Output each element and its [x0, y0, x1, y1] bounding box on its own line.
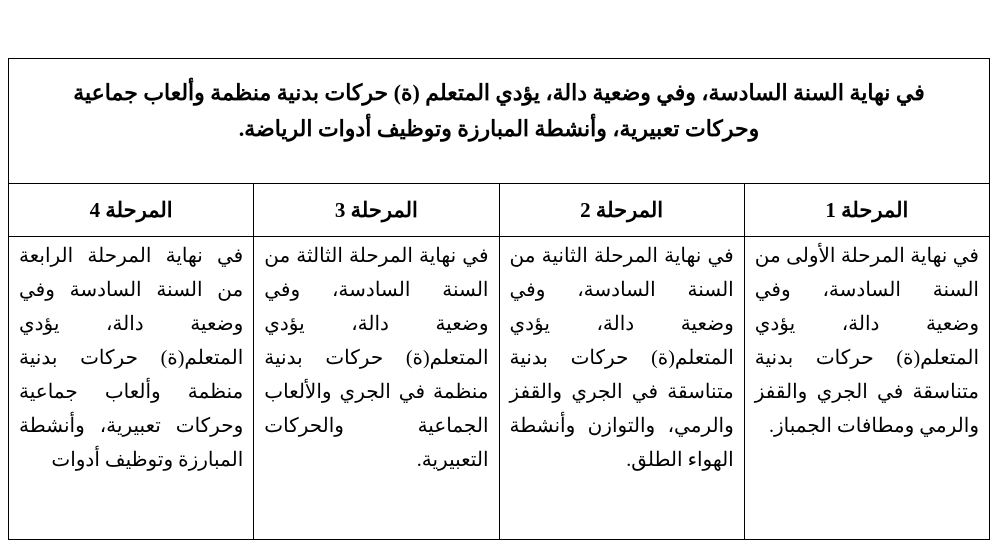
- stage-3-text: في نهاية المرحلة الثالثة من السنة السادسة، وفي وضعية دالة، يؤدي المتعلم(ة) حركات بدنية منظمة في الجري والألعاب الجماعية والحركات التعبيرية.: [264, 245, 489, 471]
- stage-2-title: المرحلة 2: [499, 184, 744, 237]
- final-competency-line-2: وحركات تعبيرية، وأنشطة المبارزة وتوظيف أدوات الرياضة.: [238, 116, 760, 141]
- stage-titles-row: [9, 184, 990, 237]
- stage-3-text-cell: [254, 237, 499, 540]
- stage-1-text-cell: [744, 237, 989, 540]
- stage-4-text: في نهاية المرحلة الرابعة من السنة السادسة وفي وضعية دالة، يؤدي المتعلم(ة) حركات بدنية منظمة وألعاب جماعية وحركات تعبيرية، وأنشطة المبارزة وتوظيف أدوات: [19, 245, 244, 471]
- stage-2-text-cell: [499, 237, 744, 540]
- stage-4-title: المرحلة 4: [9, 184, 254, 237]
- competency-table: [8, 58, 990, 540]
- stage-texts-row: [9, 237, 990, 540]
- stage-2-text: في نهاية المرحلة الثانية من السنة السادسة، وفي وضعية دالة، يؤدي المتعلم(ة) حركات بدنية متناسقة في الجري والقفز والرمي، والتوازن وأنشطة الهواء الطلق.: [509, 245, 734, 471]
- final-competency-cell: [9, 59, 990, 184]
- stage-4-text-cell: [9, 237, 254, 540]
- header-row: [9, 59, 990, 184]
- stage-1-text: في نهاية المرحلة الأولى من السنة السادسة، وفي وضعية دالة، يؤدي المتعلم(ة) حركات بدنية متناسقة في الجري والقفز والرمي ومطافات الجمباز.: [754, 245, 979, 437]
- stage-1-title: المرحلة 1: [744, 184, 989, 237]
- final-competency-line-1: في نهاية السنة السادسة، وفي وضعية دالة، يؤدي المتعلم (ة) حركات بدنية منظمة وألعاب جماعية: [73, 80, 925, 105]
- stage-3-title: المرحلة 3: [254, 184, 499, 237]
